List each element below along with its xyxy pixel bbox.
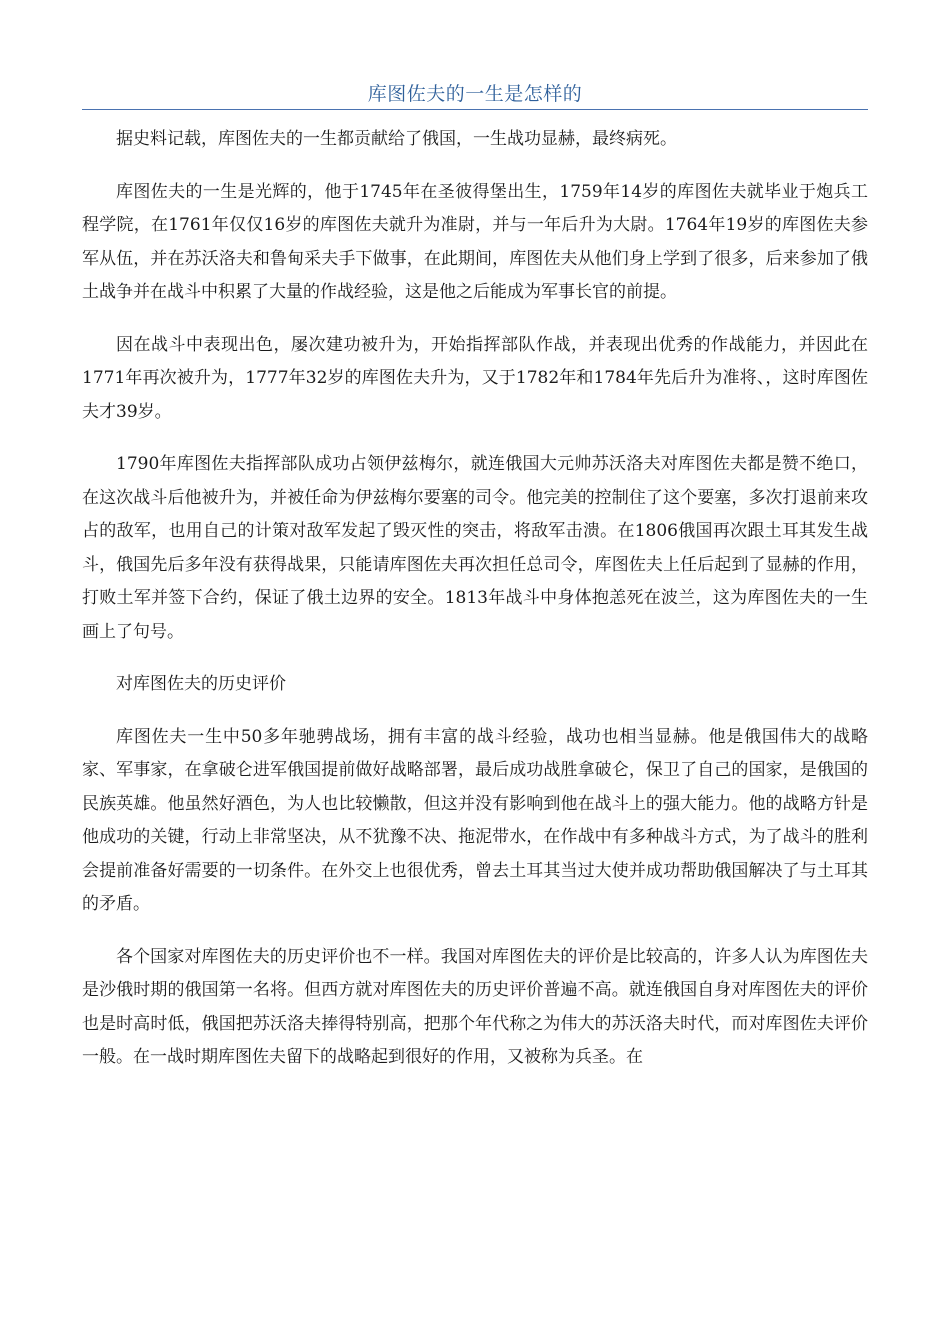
paragraph-evaluation: 库图佐夫一生中50多年驰骋战场，拥有丰富的战斗经验，战功也相当显赫。他是俄国伟大的战略家、军事家，在拿破仑进军俄国提前做好战略部署，最后成功战胜拿破仑，保卫了自己的国家，是俄国的民族英雄。他虽然好酒色，为人也比较懒散，但这并没有影响到他在战斗上的强大能力。他的战略方针是他成功的关键，行动上非常坚决，从不犹豫不决、拖泥带水，在作战中有多种战斗方式，为了战斗的胜利会提前准备好需要的一切条件。在外交上也很优秀，曾去土耳其当过大使并成功帮助俄国解决了与土耳其的矛盾。 <box>82 726 868 914</box>
paragraph-intro: 据史料记载，库图佐夫的一生都贡献给了俄国，一生战功显赫，最终病死。 <box>116 129 677 149</box>
paragraph-promotions: 因在战斗中表现出色，屡次建功被升为，开始指挥部队作战，并表现出优秀的作战能力，并因此在1771年再次被升为，1777年32岁的库图佐夫升为，又于1782年和1784年先后升为准将、，这时库图佐夫才39岁。 <box>82 334 868 422</box>
paragraph-national-views: 各个国家对库图佐夫的历史评价也不一样。我国对库图佐夫的评价是比较高的，许多人认为库图佐夫是沙俄时期的俄国第一名将。但西方就对库图佐夫的历史评价普遍不高。就连俄国自身对库图佐夫的评价也是时高时低，俄国把苏沃洛夫捧得特别高，把那个年代称之为伟大的苏沃洛夫时代，而对库图佐夫评价一般。在一战时期库图佐夫留下的战略起到很好的作用，又被称为兵圣。在 <box>82 946 868 1067</box>
paragraph-izmail: 1790年库图佐夫指挥部队成功占领伊兹梅尔，就连俄国大元帅苏沃洛夫对库图佐夫都是赞不绝口，在这次战斗后他被升为，并被任命为伊兹梅尔要塞的司令。他完美的控制住了这个要塞，多次打退前来攻占的敌军，也用自己的计策对敌军发起了毁灭性的突击，将敌军击溃。在1806俄国再次跟土耳其发生战斗，俄国先后多年没有获得战果，只能请库图佐夫再次担任总司令，库图佐夫上任后起到了显赫的作用，打败土军并签下合约，保证了俄土边界的安全。1813年战斗中身体抱恙死在波兰，这为库图佐夫的一生画上了句号。 <box>82 454 868 642</box>
title-underline <box>82 109 868 110</box>
article-body <box>82 123 868 1094</box>
section-heading-evaluation: 对库图佐夫的历史评价 <box>116 674 286 694</box>
page-title: 库图佐夫的一生是怎样的 <box>367 83 583 105</box>
paragraph-early-life: 库图佐夫的一生是光辉的，他于1745年在圣彼得堡出生，1759年14岁的库图佐夫就毕业于炮兵工程学院，在1761年仅仅16岁的库图佐夫就升为准尉，并与一年后升为大尉。1764年19岁的库图佐夫参军从伍，并在苏沃洛夫和鲁甸采夫手下做事，在此期间，库图佐夫从他们身上学到了很多，后来参加了俄土战争并在战斗中积累了大量的作战经验，这是他之后能成为军事长官的前提。 <box>82 181 868 302</box>
